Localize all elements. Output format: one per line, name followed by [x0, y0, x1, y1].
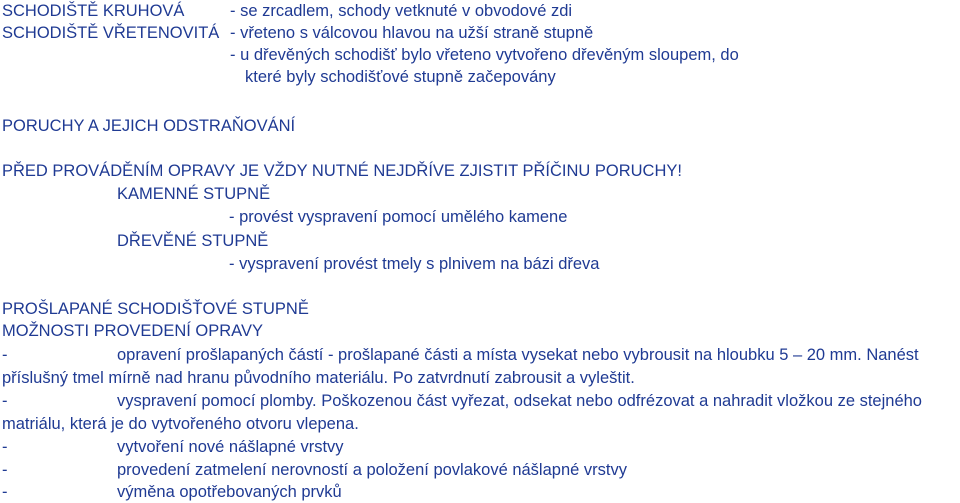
repair-item-2-line2: matriálu, která je do vytvořeného otvoru vlepena. — [2, 415, 359, 433]
heading-stone-steps: KAMENNÉ STUPNĚ — [117, 185, 271, 203]
list-dash: - — [2, 483, 8, 501]
repair-item-4: provedení zatmelení nerovností a položení povlakové nášlapné vrstvy — [117, 461, 627, 479]
repair-item-1-line1: opravení prošlapaných částí - prošlapané části a místa vysekat nebo vybrousit na hloubku 5 – 20 mm. Nanést — [117, 346, 919, 364]
repair-item-1-line2: příslušný tmel mírně nad hranu původního materiálu. Po zatvrdnutí zabrousit a vyleštit. — [2, 369, 635, 387]
bullet-mirror: - se zrcadlem, schody vetknuté v obvodové zdi — [230, 2, 573, 20]
section-subtitle-repair-options: MOŽNOSTI PROVEDENÍ OPRAVY — [2, 322, 263, 340]
list-dash: - — [2, 438, 8, 456]
bullet-newel-head: - vřeteno s válcovou hlavou na užší straně stupně — [230, 24, 594, 42]
repair-item-3: vytvoření nové nášlapné vrstvy — [117, 438, 344, 456]
bullet-wooden-newel: - u dřevěných schodišť bylo vřeteno vytvořeno dřevěným sloupem, do — [230, 46, 739, 64]
bullet-wooden-newel-cont: které byly schodišťové stupně začepovány — [245, 68, 556, 86]
section-title-worn-steps: PROŠLAPANÉ SCHODIŠŤOVÉ STUPNĚ — [2, 300, 309, 318]
text-stone-repair: - provést vyspravení pomocí umělého kamene — [229, 208, 568, 226]
list-dash: - — [2, 346, 8, 364]
label-newel-staircase: SCHODIŠTĚ VŘETENOVITÁ — [2, 24, 220, 42]
label-spiral-staircase: SCHODIŠTĚ KRUHOVÁ — [2, 2, 185, 20]
text-wooden-repair: - vyspravení provést tmely s plnivem na bázi dřeva — [229, 255, 600, 273]
repair-item-2-line1: vyspravení pomocí plomby. Poškozenou část vyřezat, odsekat nebo odfrézovat a nahradit vložkou ze stejného — [117, 392, 922, 410]
warning-note: PŘED PROVÁDĚNÍM OPRAVY JE VŽDY NUTNÉ NEJDŘÍVE ZJISTIT PŘÍČINU PORUCHY! — [2, 162, 682, 180]
repair-item-5: výměna opotřebovaných prvků — [117, 483, 342, 501]
list-dash: - — [2, 392, 8, 410]
list-dash: - — [2, 461, 8, 479]
heading-wooden-steps: DŘEVĚNÉ STUPNĚ — [117, 232, 269, 250]
section-title-defects: PORUCHY A JEJICH ODSTRAŇOVÁNÍ — [2, 117, 296, 135]
